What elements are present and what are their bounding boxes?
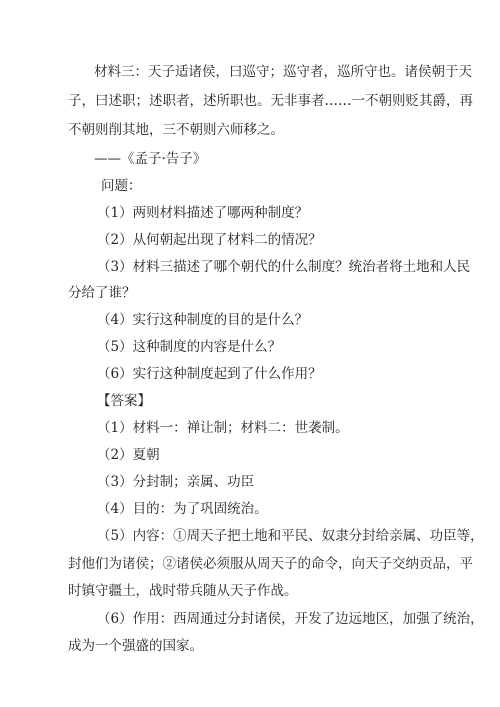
material3-line-2: 子，曰述职；述职者，述所职也。无非事者……一不朝则贬其爵，再 [68, 93, 473, 109]
answer-3: （3）分封制；亲属、功臣 [97, 474, 255, 490]
question-4: （4）实行这种制度的目的是什么？ [97, 312, 309, 328]
answer-4: （4）目的：为了巩固统治。 [97, 501, 268, 517]
question-2: （2）从何朝起出现了材料二的情况？ [97, 232, 322, 248]
question-5: （5）这种制度的内容是什么？ [97, 339, 282, 355]
question-1: （1）两则材料描述了哪两种制度？ [97, 205, 309, 221]
answer-5-line-1: （5）内容：①周天子把土地和平民、奴隶分封给亲属、功臣等， [97, 528, 484, 544]
material3-line-1: 材料三：天子适诸侯，曰巡守；巡守者，巡所守也。诸侯朝于天 [94, 64, 472, 80]
answer-5-line-2: 封他们为诸侯；②诸侯必须服从周天子的命令，向天子交纳贡品，平 [68, 556, 473, 572]
answer-1: （1）材料一：禅让制；材料二：世袭制。 [97, 420, 349, 436]
question-3-line-1: （3）材料三描述了哪个朝代的什么制度？统治者将土地和人民 [97, 259, 471, 275]
question-6: （6）实行这种制度起到了什么作用？ [97, 366, 322, 382]
source-citation: ——《孟子·告子》 [94, 151, 207, 167]
answer-6-line-2: 成为一个强盛的国家。 [68, 638, 203, 654]
answers-heading: 【答案】 [97, 393, 151, 409]
question-3-line-2: 分给了谁？ [68, 285, 136, 301]
questions-heading: 问题： [101, 178, 142, 194]
answer-6-line-1: （6）作用：西周通过分封诸侯，开发了边远地区，加强了统治， [97, 611, 484, 627]
material3-line-3: 不朝则削其地，三不朝则六师移之。 [68, 122, 284, 138]
answer-5-line-3: 时镇守疆土，战时带兵随从天子作战。 [68, 583, 298, 599]
answer-2: （2）夏朝 [97, 447, 160, 463]
